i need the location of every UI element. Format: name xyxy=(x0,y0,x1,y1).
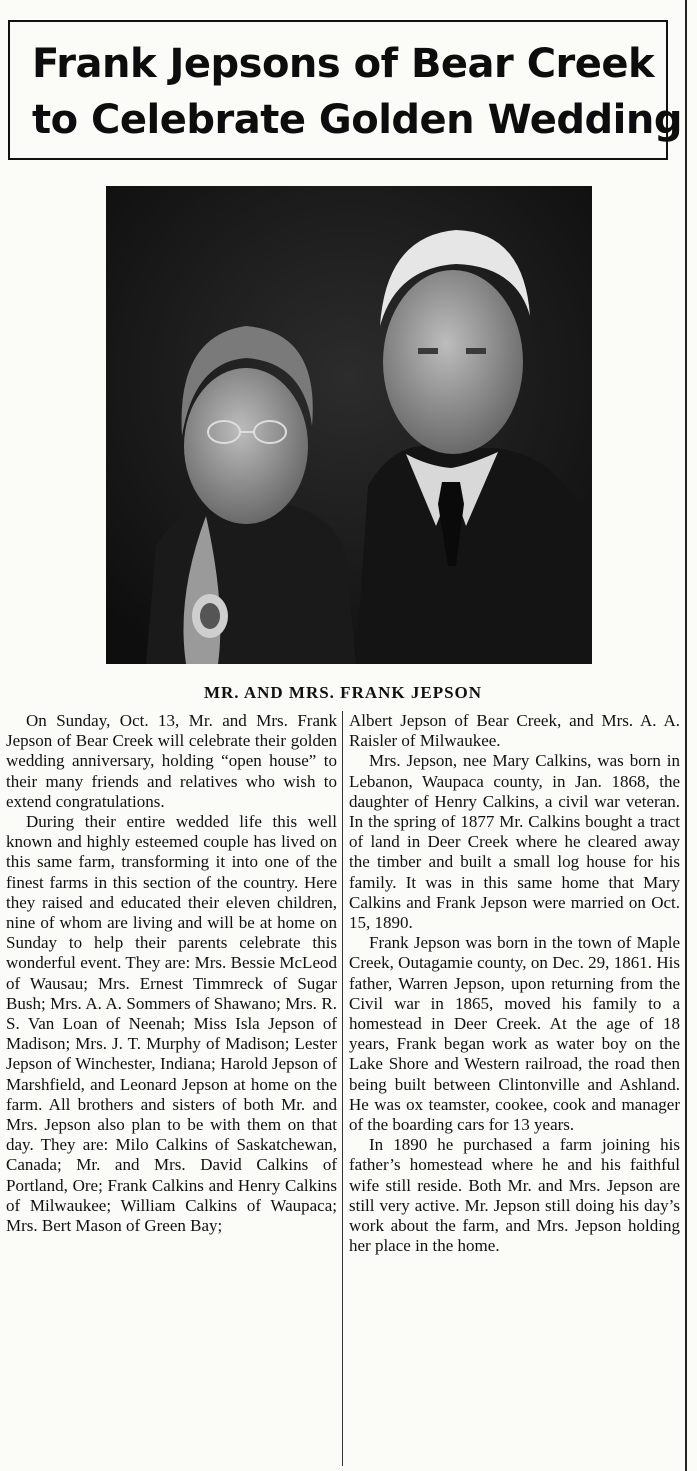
paragraph: Albert Jepson of Bear Creek, and Mrs. A. A. Raisler of Milwaukee. xyxy=(349,711,680,751)
paragraph: On Sunday, Oct. 13, Mr. and Mrs. Frank Jepson of Bear Creek will celebrate their golden wedding anniversary, holding “open house” to their many friends and relatives who wish to extend congratulations. xyxy=(6,711,337,811)
headline-line-2: to Celebrate Golden Wedding xyxy=(32,97,682,143)
paragraph: Mrs. Jepson, nee Mary Calkins, was born in Lebanon, Waupaca county, in Jan. 1868, the daughter of Henry Calkins, a civil war veteran. In the spring of 1877 Mr. Calkins bought a tract of land in Deer Creek where he cleared away the timber and built a small log house for his family. It was in this same home that Mary Calkins and Frank Jepson were married on Oct. 15, 1890. xyxy=(349,751,680,933)
headline-box xyxy=(8,20,682,160)
headline-line-1: Frank Jepsons of Bear Creek xyxy=(32,41,655,87)
article-column-right xyxy=(349,711,680,1256)
article-column-left xyxy=(6,711,337,1236)
portrait-photo-icon xyxy=(106,186,592,664)
headline xyxy=(32,36,682,148)
paragraph: Frank Jepson was born in the town of Maple Creek, Outagamie county, on Dec. 29, 1861. His father, Warren Jepson, upon returning from the Civil war in 1865, moved his family to a homestead in Deer Creek. At the age of 18 years, Frank began work as water boy on the Lake Shore and Western railroad, the road then being built between Clintonville and Ashland. He was ox teamster, cookee, cook and manager of the boarding cars for 13 years. xyxy=(349,933,680,1135)
photo-caption: MR. AND MRS. FRANK JEPSON xyxy=(203,683,483,702)
column-divider xyxy=(342,711,343,1466)
paragraph: During their entire wedded life this well known and highly esteemed couple has lived on this same farm, transforming it into one of the finest farms in this section of the country. Here they raised and educated their eleven children, nine of whom are living and will be at home on Sunday to help their parents celebrate this wonderful event. They are: Mrs. Bessie McLeod of Wausau; Mrs. Ernest Timmreck of Sugar Bush; Mrs. A. A. Sommers of Shawano; Mrs. R. S. Van Loan of Neenah; Miss Isla Jepson of Madison; Mrs. J. T. Murphy of Madison; Lester Jepson of Winchester, Indiana; Harold Jepson of Marshfield, and Leonard Jepson at home on the farm. All brothers and sisters of both Mr. and Mrs. Jepson also plan to be with them on that day. They are: Milo Calkins of Saskatchewan, Canada; Mr. and Mrs. David Calkins of Portland, Ore; Frank Calkins and Henry Calkins of Milwaukee; William Calkins of Waupaca; Mrs. Bert Mason of Green Bay; xyxy=(6,812,337,1236)
paragraph: In 1890 he purchased a farm joining his father’s homestead where he and his faithful wife still reside. Both Mr. and Mrs. Jepson are still very active. Mr. Jepson still doing his day’s work about the farm, and Mrs. Jepson holding her place in the home. xyxy=(349,1135,680,1256)
page-column-rule xyxy=(685,0,687,1471)
portrait-photo xyxy=(106,186,592,664)
